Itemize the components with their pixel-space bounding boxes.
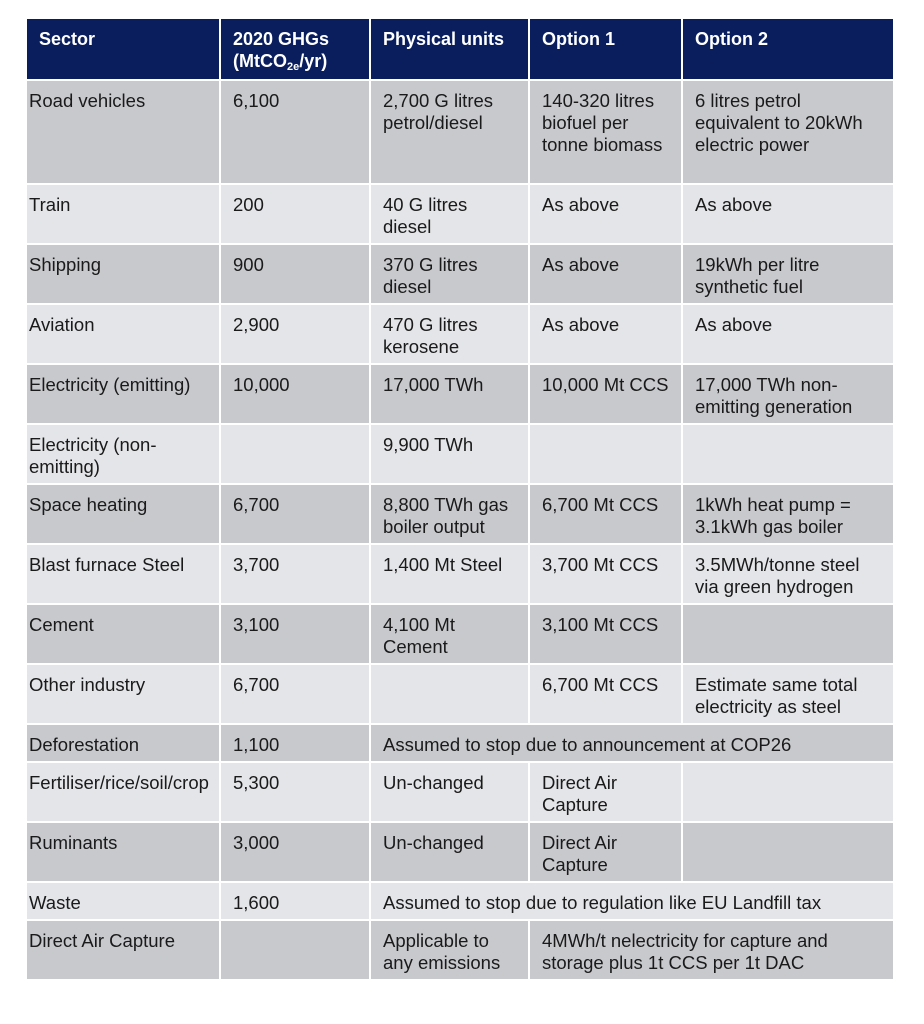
cell-ghg bbox=[220, 920, 370, 980]
cell-option1-2: 4MWh/t nelectricity for capture and storage plus 1t CCS per 1t DAC bbox=[529, 920, 894, 980]
cell-ghg: 200 bbox=[220, 184, 370, 244]
cell-option2: 17,000 TWh non-emitting generation bbox=[682, 364, 894, 424]
cell-physical: Applicable to any emissions bbox=[370, 920, 529, 980]
table-row bbox=[26, 604, 894, 664]
table-row bbox=[26, 484, 894, 544]
cell-option1: 6,700 Mt CCS bbox=[529, 664, 682, 724]
table-row bbox=[26, 80, 894, 184]
table-row bbox=[26, 304, 894, 364]
cell-physical: 370 G litres diesel bbox=[370, 244, 529, 304]
cell-option2 bbox=[682, 424, 894, 484]
cell-sector: Aviation bbox=[26, 304, 220, 364]
cell-sector: Waste bbox=[26, 882, 220, 920]
table-row bbox=[26, 822, 894, 882]
cell-sector: Train bbox=[26, 184, 220, 244]
cell-sector: Electricity (non-emitting) bbox=[26, 424, 220, 484]
cell-sector: Direct Air Capture bbox=[26, 920, 220, 980]
cell-sector: Blast furnace Steel bbox=[26, 544, 220, 604]
table-row bbox=[26, 664, 894, 724]
cell-merged-note: Assumed to stop due to regulation like EU Landfill tax bbox=[370, 882, 894, 920]
cell-ghg bbox=[220, 424, 370, 484]
cell-option1: 3,100 Mt CCS bbox=[529, 604, 682, 664]
cell-option1: 3,700 Mt CCS bbox=[529, 544, 682, 604]
cell-option2 bbox=[682, 604, 894, 664]
cell-physical: 8,800 TWh gas boiler output bbox=[370, 484, 529, 544]
cell-option1 bbox=[529, 424, 682, 484]
table-row bbox=[26, 920, 894, 980]
header-sector: Sector bbox=[26, 18, 220, 80]
cell-option2 bbox=[682, 822, 894, 882]
table-row bbox=[26, 364, 894, 424]
cell-physical: 2,700 G litres petrol/diesel bbox=[370, 80, 529, 184]
header-row bbox=[26, 18, 894, 80]
cell-ghg: 3,100 bbox=[220, 604, 370, 664]
cell-physical: 40 G litres diesel bbox=[370, 184, 529, 244]
cell-option2: As above bbox=[682, 184, 894, 244]
cell-option1: As above bbox=[529, 244, 682, 304]
cell-sector: Deforestation bbox=[26, 724, 220, 762]
cell-physical: 1,400 Mt Steel bbox=[370, 544, 529, 604]
cell-sector: Road vehicles bbox=[26, 80, 220, 184]
table-row bbox=[26, 244, 894, 304]
cell-option2: 1kWh heat pump = 3.1kWh gas boiler bbox=[682, 484, 894, 544]
cell-option2: As above bbox=[682, 304, 894, 364]
cell-sector: Space heating bbox=[26, 484, 220, 544]
cell-option1: As above bbox=[529, 304, 682, 364]
cell-ghg: 2,900 bbox=[220, 304, 370, 364]
header-ghg-unit-prefix: (MtCO bbox=[233, 51, 287, 71]
table-row bbox=[26, 724, 894, 762]
header-physical: Physical units bbox=[370, 18, 529, 80]
table-row bbox=[26, 544, 894, 604]
cell-ghg: 1,100 bbox=[220, 724, 370, 762]
cell-ghg: 6,100 bbox=[220, 80, 370, 184]
cell-option2: Estimate same total electricity as steel bbox=[682, 664, 894, 724]
table-row bbox=[26, 762, 894, 822]
cell-physical: 17,000 TWh bbox=[370, 364, 529, 424]
cell-physical: Un-changed bbox=[370, 822, 529, 882]
cell-physical bbox=[370, 664, 529, 724]
cell-option1: 10,000 Mt CCS bbox=[529, 364, 682, 424]
cell-option1: 6,700 Mt CCS bbox=[529, 484, 682, 544]
cell-physical: 9,900 TWh bbox=[370, 424, 529, 484]
header-ghg-unit-sub: 2e bbox=[286, 61, 300, 73]
table-row bbox=[26, 424, 894, 484]
cell-merged-note: Assumed to stop due to announcement at COP26 bbox=[370, 724, 894, 762]
cell-ghg: 6,700 bbox=[220, 484, 370, 544]
cell-option2: 3.5MWh/tonne steel via green hydrogen bbox=[682, 544, 894, 604]
table-row bbox=[26, 882, 894, 920]
cell-sector: Other industry bbox=[26, 664, 220, 724]
cell-sector: Fertiliser/rice/soil/crop bbox=[26, 762, 220, 822]
cell-sector: Electricity (emitting) bbox=[26, 364, 220, 424]
cell-ghg: 10,000 bbox=[220, 364, 370, 424]
cell-physical: 470 G litres kerosene bbox=[370, 304, 529, 364]
cell-ghg: 900 bbox=[220, 244, 370, 304]
table-row bbox=[26, 184, 894, 244]
cell-ghg: 1,600 bbox=[220, 882, 370, 920]
cell-ghg: 3,000 bbox=[220, 822, 370, 882]
cell-physical: 4,100 Mt Cement bbox=[370, 604, 529, 664]
cell-sector: Shipping bbox=[26, 244, 220, 304]
cell-ghg: 6,700 bbox=[220, 664, 370, 724]
cell-option1: Direct Air Capture bbox=[529, 762, 682, 822]
cell-physical: Un-changed bbox=[370, 762, 529, 822]
cell-option1: 140-320 litres biofuel per tonne biomass bbox=[529, 80, 682, 184]
header-ghg-title: 2020 GHGs bbox=[233, 29, 330, 49]
cell-ghg: 5,300 bbox=[220, 762, 370, 822]
cell-option2: 19kWh per litre synthetic fuel bbox=[682, 244, 894, 304]
cell-option2: 6 litres petrol equivalent to 20kWh electric power bbox=[682, 80, 894, 184]
cell-option1: As above bbox=[529, 184, 682, 244]
cell-ghg: 3,700 bbox=[220, 544, 370, 604]
header-option1: Option 1 bbox=[529, 18, 682, 80]
cell-sector: Cement bbox=[26, 604, 220, 664]
cell-option1: Direct Air Capture bbox=[529, 822, 682, 882]
header-ghg-unit-suffix: /yr) bbox=[299, 51, 328, 71]
header-option2: Option 2 bbox=[682, 18, 894, 80]
ghg-table bbox=[25, 17, 895, 981]
cell-option2 bbox=[682, 762, 894, 822]
cell-sector: Ruminants bbox=[26, 822, 220, 882]
header-ghg bbox=[220, 18, 370, 80]
